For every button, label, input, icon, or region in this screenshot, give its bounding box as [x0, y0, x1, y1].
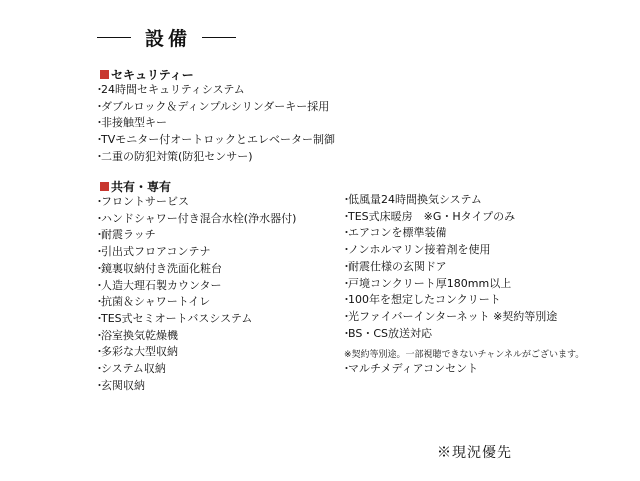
list-item: ・ 耐震仕様の玄関ドア [343, 259, 557, 276]
shared-right-list-extra [343, 361, 478, 378]
page-title: 設備 [145, 27, 192, 50]
red-square-icon [100, 182, 109, 191]
list-item: ・ 戸境コンクリート厚180mm以上 [343, 276, 557, 293]
list-item: ・ エアコンを標準装備 [343, 225, 557, 242]
list-item: ・ 鏡裏収納付き洗面化粧台 [96, 261, 296, 278]
title-left-rule [97, 37, 131, 38]
list-item: ・ 玄関収納 [96, 378, 296, 395]
security-heading-label: セキュリティー [111, 67, 194, 82]
contract-note: ※契約等別途。一部視聴できないチャンネルがございます。 [344, 350, 585, 360]
list-item: ・ TES式床暖房 ※G・Hタイプのみ [343, 209, 557, 226]
list-item: ・ 耐震ラッチ [96, 227, 296, 244]
title-right-rule [202, 37, 236, 38]
list-item: ・ 光ファイバーインターネット ※契約等別途 [343, 309, 557, 326]
list-item: ・ 引出式フロアコンテナ [96, 244, 296, 261]
page-title-row [97, 24, 236, 50]
list-item: ・ TVモニター付オートロックとエレベーター制御 [96, 132, 335, 149]
list-item: ・ 24時間セキュリティシステム [96, 82, 335, 99]
shared-heading-label: 共有・専有 [111, 179, 172, 194]
list-item: ・ TES式セミオートバスシステム [96, 311, 296, 328]
list-item: ・ 多彩な大型収納 [96, 344, 296, 361]
list-item: ・ 浴室換気乾燥機 [96, 328, 296, 345]
list-item: ・ 抗菌＆シャワートイレ [96, 294, 296, 311]
list-item: ・ 非接触型キー [96, 115, 335, 132]
list-item: ・ BS・CS放送対応 [343, 326, 557, 343]
footer-note: ※現況優先 [437, 445, 512, 461]
shared-heading [100, 178, 171, 194]
list-item: ・ ダブルロック＆ディンプルシリンダーキー採用 [96, 99, 335, 116]
list-item: ・ 二重の防犯対策(防犯センサー) [96, 149, 335, 166]
shared-left-list [96, 194, 296, 394]
list-item: ・ 人造大理石製カウンター [96, 278, 296, 295]
shared-right-list [343, 192, 557, 342]
red-square-icon [100, 70, 109, 79]
list-item: ・ ノンホルマリン接着剤を使用 [343, 242, 557, 259]
list-item: ・ システム収納 [96, 361, 296, 378]
list-item: ・ マルチメディアコンセント [343, 361, 478, 378]
list-item: ・ 低風量24時間換気システム [343, 192, 557, 209]
list-item: ・ フロントサービス [96, 194, 296, 211]
list-item: ・ 100年を想定したコンクリート [343, 292, 557, 309]
list-item: ・ ハンドシャワー付き混合水栓(浄水器付) [96, 211, 296, 228]
security-list [96, 82, 335, 166]
security-heading [100, 66, 194, 82]
